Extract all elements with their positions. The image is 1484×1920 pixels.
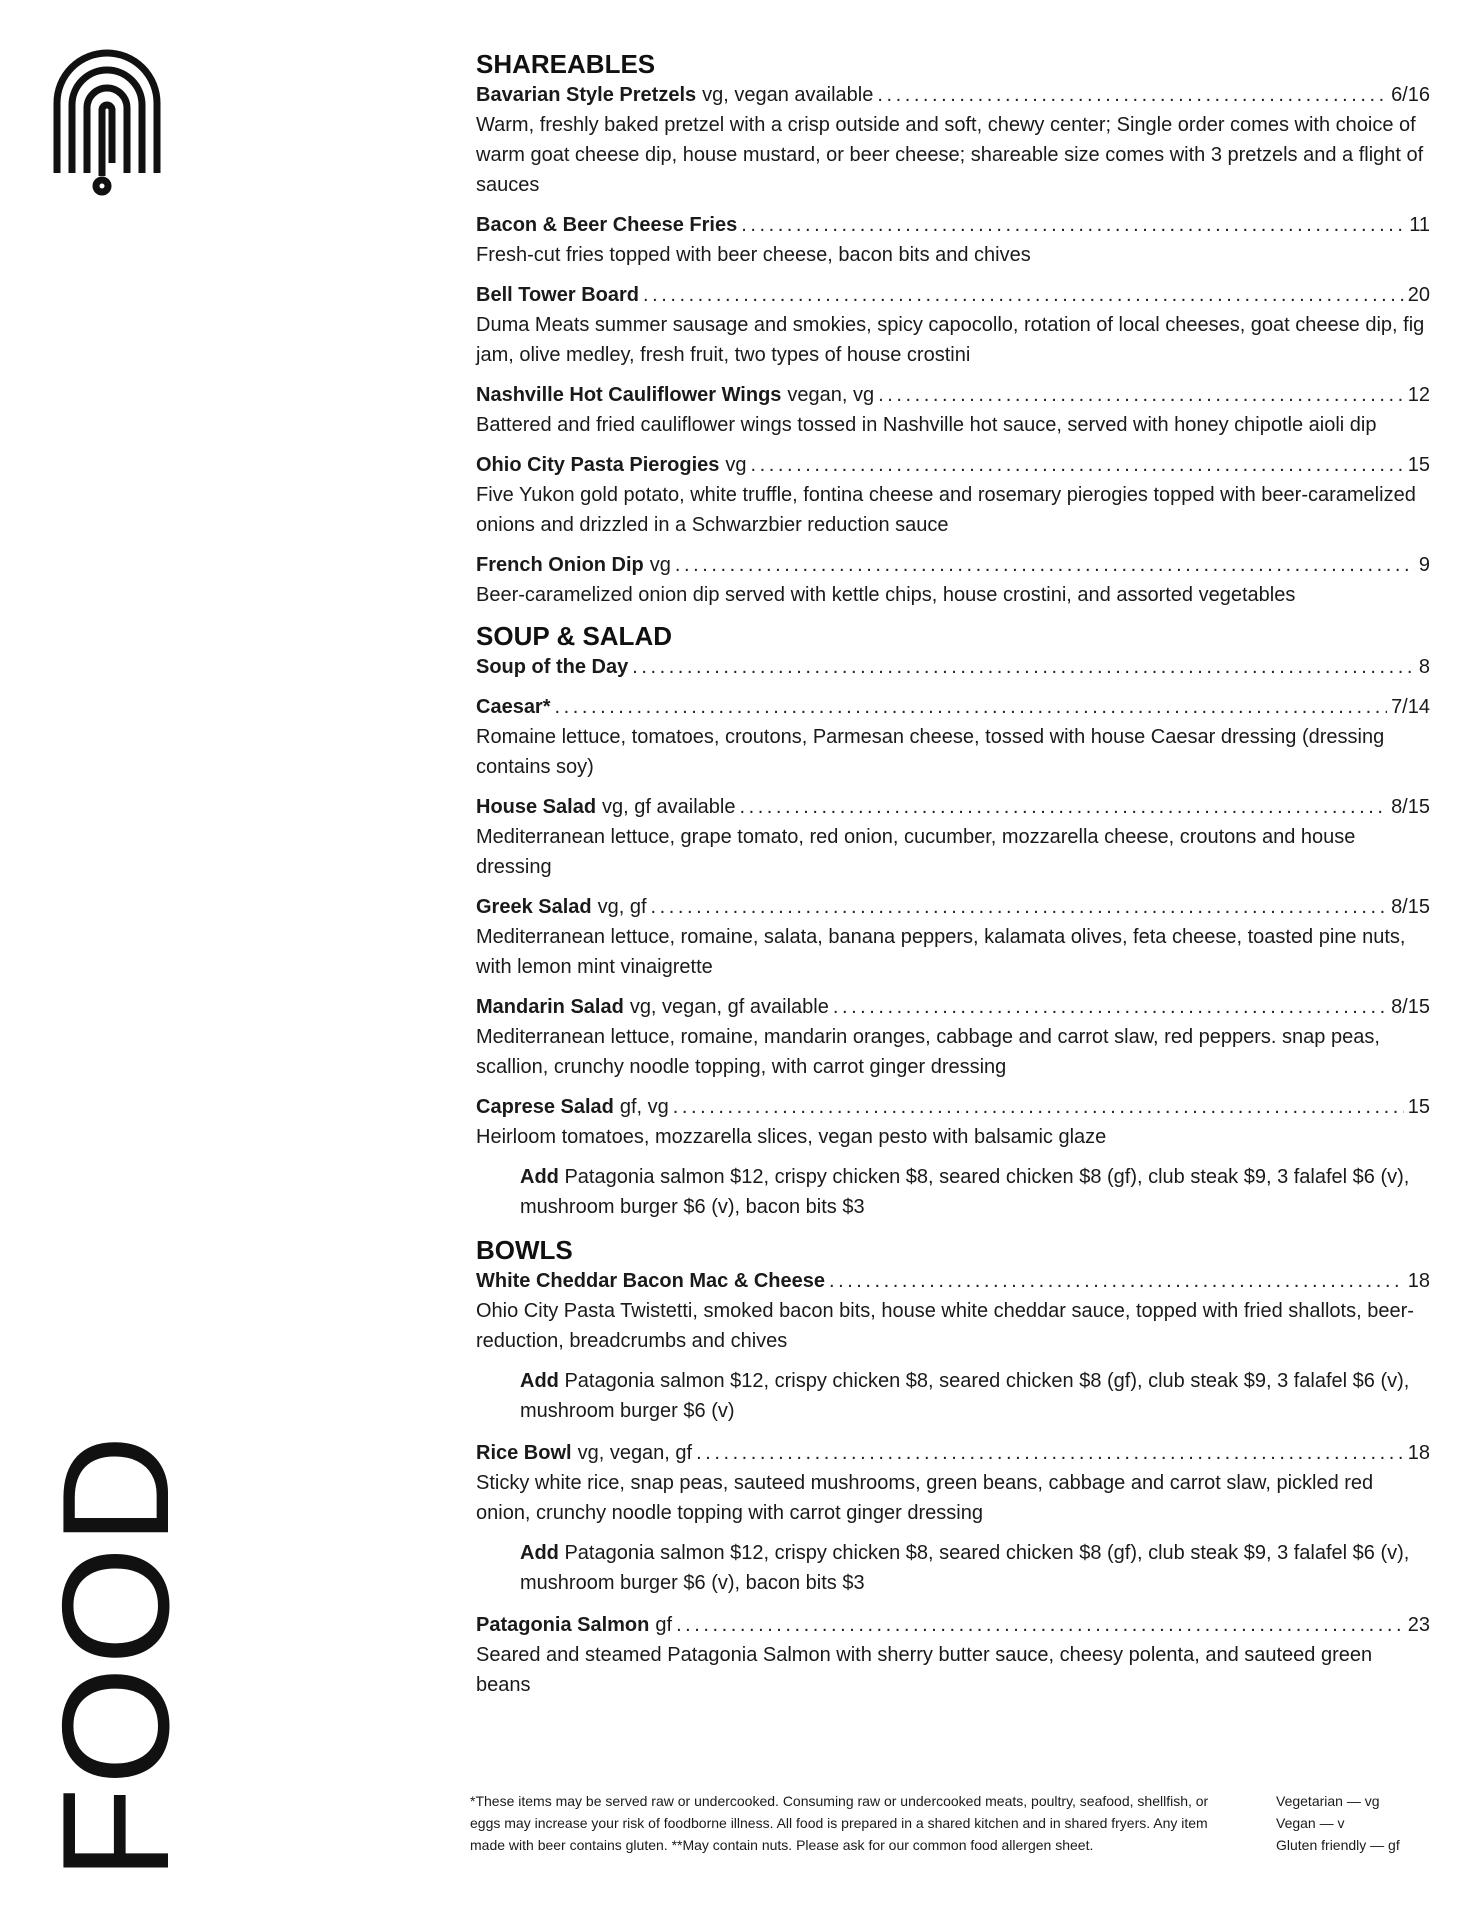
item-price: 20 [1407,284,1430,306]
item-price: 6/16 [1391,84,1430,106]
menu-item-header [476,792,1430,822]
brand-logo-icon [52,48,162,200]
item-description: Beer-caramelized onion dip served with kettle chips, house crostini, and assorted vegetables [476,584,1296,606]
add-on-note [520,1538,1430,1598]
menu-item-header [476,380,1430,410]
item-diet-tags: vg [725,454,747,476]
menu-item [476,210,1430,270]
dot-leader [829,1266,1404,1296]
menu-item [476,792,1430,882]
item-description: Sticky white rice, snap peas, sauteed mushrooms, green beans, cabbage and carrot slaw, pickled red onion, crunchy noodle topping with carrot ginger dressing [476,1472,1374,1524]
item-price: 15 [1407,1096,1430,1118]
menu-section [476,1234,1430,1700]
menu-item-header [476,1266,1430,1296]
menu-item-header [476,652,1430,682]
item-name: Nashville Hot Cauliflower Wings [476,384,782,406]
item-diet-tags: gf, vg [619,1096,669,1118]
menu-item-header [476,550,1430,580]
menu-section [476,48,1430,610]
menu-section [476,620,1430,1222]
dot-leader [877,80,1387,110]
item-name: Bell Tower Board [476,284,639,306]
menu-item [476,380,1430,440]
section-title: SOUP & SALAD [476,621,672,651]
dot-leader [676,1610,1404,1640]
item-price: 18 [1407,1442,1430,1464]
add-on-text: Patagonia salmon $12, crispy chicken $8, seared chicken $8 (gf), club steak $9, 3 falafel $6 (v), mushroom burger $6 (v), bacon bits $3 [520,1166,1410,1218]
item-diet-tags: vg, vegan, gf available [629,996,829,1018]
menu-item [476,1266,1430,1356]
item-name: Bacon & Beer Cheese Fries [476,214,738,236]
add-on-label: Add [520,1166,559,1188]
item-description: Five Yukon gold potato, white truffle, fontina cheese and rosemary pierogies topped with beer-caramelized onions and drizzled in a Schwarzbier reduction sauce [476,484,1416,536]
menu-item [476,1092,1430,1152]
add-on-text: Patagonia salmon $12, crispy chicken $8, seared chicken $8 (gf), club steak $9, 3 falafel $6 (v), mushroom burger $6 (v), bacon bits $3 [520,1542,1410,1594]
item-diet-tags: vg, gf [597,896,647,918]
item-price: 7/14 [1391,696,1430,718]
menu-item-header [476,80,1430,110]
menu-item [476,1610,1430,1700]
item-name: House Salad [476,796,597,818]
item-name: White Cheddar Bacon Mac & Cheese [476,1270,825,1292]
item-description: Seared and steamed Patagonia Salmon with sherry butter sauce, cheesy polenta, and sauteed green beans [476,1644,1373,1696]
legend-item: Gluten friendly — gf [1276,1837,1400,1853]
item-diet-tags: gf [655,1614,673,1636]
item-description: Mediterranean lettuce, romaine, mandarin oranges, cabbage and carrot slaw, red peppers. snap peas, scallion, crunchy noodle topping, with carrot ginger dressing [476,1026,1380,1078]
item-name: Patagonia Salmon [476,1614,650,1636]
item-name: French Onion Dip [476,554,644,576]
menu-item [476,692,1430,782]
dot-leader [643,280,1404,310]
add-on-text: Patagonia salmon $12, crispy chicken $8, seared chicken $8 (gf), club steak $9, 3 falafel $6 (v), mushroom burger $6 (v) [520,1370,1410,1422]
allergen-disclaimer: *These items may be served raw or undercooked. Consuming raw or undercooked meats, poultry, seafood, shellfish, or eggs may increase your risk of foodborne illness. All food is prepared in a shared kitchen and in shared fryers. Any item made with beer contains gluten. **May contain nuts. Please ask for our common food allergen sheet. [470,1793,1209,1853]
dot-leader [739,792,1387,822]
dot-leader [651,892,1388,922]
dot-leader [751,450,1404,480]
item-description: Ohio City Pasta Twistetti, smoked bacon bits, house white cheddar sauce, topped with fried shallots, beer-reduction, breadcrumbs and chives [476,1300,1414,1352]
item-name: Soup of the Day [476,656,629,678]
item-price: 8/15 [1391,996,1430,1018]
item-description: Duma Meats summer sausage and smokies, spicy capocollo, rotation of local cheeses, goat cheese dip, fig jam, olive medley, fresh fruit, two types of house crostini [476,314,1425,366]
menu-item-header [476,1092,1430,1122]
dot-leader [833,992,1387,1022]
item-description: Mediterranean lettuce, romaine, salata, banana peppers, kalamata olives, feta cheese, toasted pine nuts, with lemon mint vinaigrette [476,926,1406,978]
item-description: Romaine lettuce, tomatoes, croutons, Parmesan cheese, tossed with house Caesar dressing (dressing contains soy) [476,726,1385,778]
item-price: 8 [1418,656,1430,678]
menu-item [476,992,1430,1082]
menu-list [476,48,1430,1710]
item-name: Mandarin Salad [476,996,624,1018]
item-description: Mediterranean lettuce, grape tomato, red onion, cucumber, mozzarella cheese, croutons and house dressing [476,826,1356,878]
page-title-vertical: FOOD [31,1432,201,1880]
item-diet-tags: vg, gf available [602,796,736,818]
menu-item-header [476,1610,1430,1640]
item-description: Heirloom tomatoes, mozzarella slices, vegan pesto with balsamic glaze [476,1126,1107,1148]
item-name: Ohio City Pasta Pierogies [476,454,720,476]
item-name: Caesar* [476,696,551,718]
menu-item-header [476,210,1430,240]
menu-item [476,892,1430,982]
menu-item [476,550,1430,610]
footer [470,1790,1430,1856]
menu-item-header [476,692,1430,722]
menu-item [476,1438,1430,1528]
dot-leader [673,1092,1404,1122]
section-title: BOWLS [476,1235,573,1265]
menu-item-header [476,450,1430,480]
item-price: 8/15 [1391,896,1430,918]
menu-item-header [476,280,1430,310]
item-price: 8/15 [1391,796,1430,818]
legend-item: Vegan — v [1276,1815,1345,1831]
item-price: 15 [1407,454,1430,476]
section-title: SHAREABLES [476,49,656,79]
dot-leader [675,550,1415,580]
add-on-label: Add [520,1370,559,1392]
item-description: Warm, freshly baked pretzel with a crisp outside and soft, chewy center; Single order comes with choice of warm goat cheese dip, house mustard, or beer cheese; shareable size comes with 3 pretzels and a flight of sauces [476,114,1424,196]
item-diet-tags: vegan, vg [787,384,875,406]
dot-leader [696,1438,1404,1468]
item-description: Fresh-cut fries topped with beer cheese, bacon bits and chives [476,244,1031,266]
item-diet-tags: vg, vegan, gf [577,1442,693,1464]
menu-item-header [476,1438,1430,1468]
item-price: 12 [1407,384,1430,406]
item-name: Bavarian Style Pretzels [476,84,697,106]
add-on-label: Add [520,1542,559,1564]
menu-item [476,280,1430,370]
menu-item [476,450,1430,540]
menu-item [476,80,1430,200]
item-description: Battered and fried cauliflower wings tossed in Nashville hot sauce, served with honey chipotle aioli dip [476,414,1377,436]
item-name: Greek Salad [476,896,592,918]
add-on-note [520,1162,1430,1222]
diet-legend [1276,1790,1400,1856]
menu-item-header [476,992,1430,1022]
dot-leader [555,692,1388,722]
item-name: Rice Bowl [476,1442,572,1464]
dot-leader [878,380,1404,410]
add-on-note [520,1366,1430,1426]
item-price: 11 [1409,214,1430,236]
menu-item-header [476,892,1430,922]
item-name: Caprese Salad [476,1096,614,1118]
item-price: 23 [1407,1614,1430,1636]
item-diet-tags: vg, vegan available [702,84,874,106]
legend-item: Vegetarian — vg [1276,1793,1380,1809]
item-price: 18 [1407,1270,1430,1292]
item-diet-tags: vg [649,554,671,576]
menu-item [476,652,1430,682]
dot-leader [741,210,1405,240]
item-price: 9 [1418,554,1430,576]
dot-leader [632,652,1415,682]
